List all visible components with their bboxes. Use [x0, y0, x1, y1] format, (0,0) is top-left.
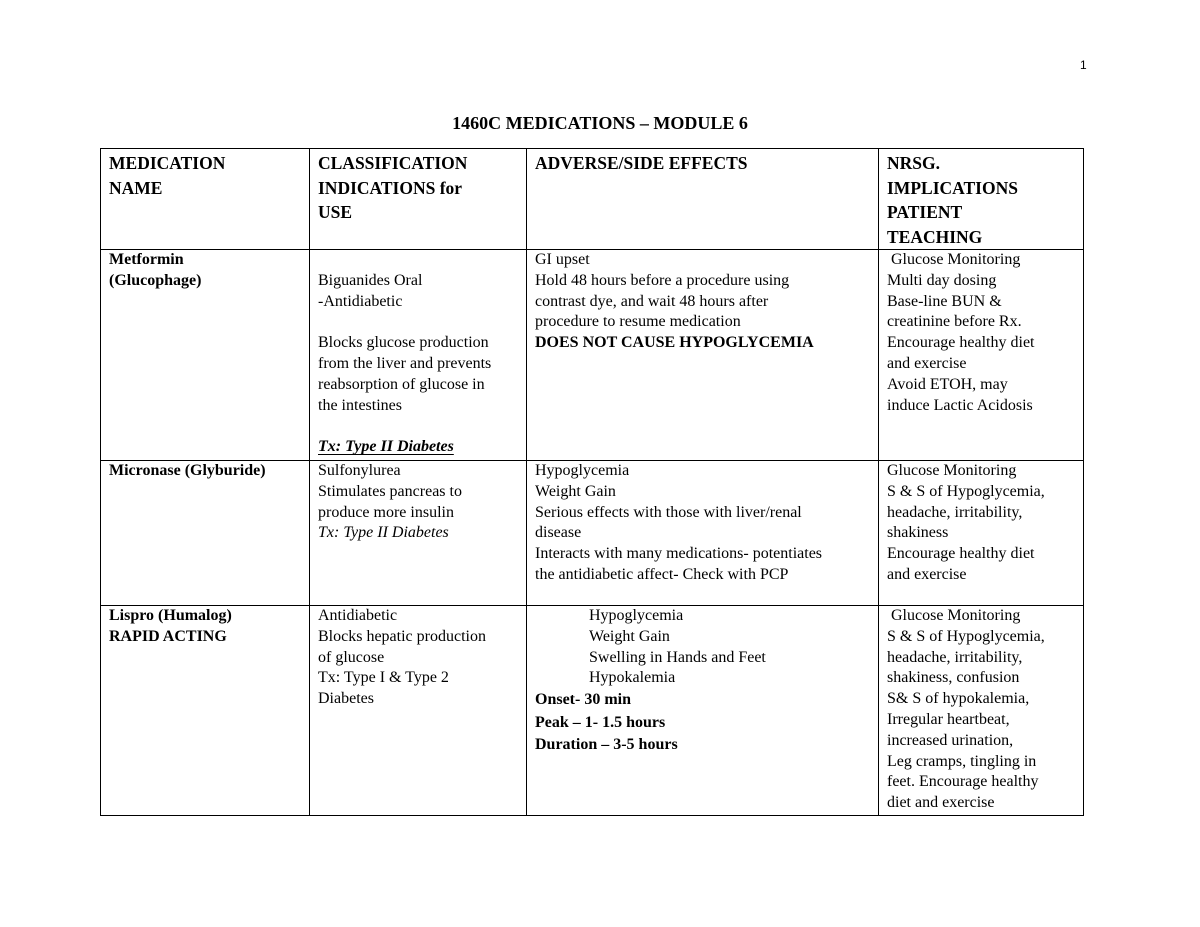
nursing-text: Glucose Monitoring [887, 251, 1021, 268]
classification-text: produce more insulin [318, 503, 454, 521]
classification-text: of glucose [318, 648, 385, 666]
header-text: USE [318, 202, 353, 222]
adverse-effects-cell [527, 606, 879, 816]
nursing-text: S& S of hypokalemia, [887, 690, 1030, 708]
nursing-implications-cell [879, 250, 1084, 461]
medication-name: (Glucophage) [109, 271, 202, 289]
adverse-emphasis: DOES NOT CAUSE HYPOGLYCEMIA [535, 334, 814, 352]
adverse-effect: Swelling in Hands and Feet [589, 648, 766, 666]
adverse-effect: contrast dye, and wait 48 hours after [535, 292, 769, 310]
nursing-text: headache, irritability, [887, 648, 1023, 666]
adverse-effect: Hypokalemia [589, 669, 676, 687]
header-medication-name [101, 149, 310, 250]
classification-cell [310, 461, 527, 606]
table-header-row [101, 149, 1084, 250]
adverse-effect: Serious effects with those with liver/renal [535, 503, 802, 521]
nursing-text: induce Lactic Acidosis [887, 396, 1033, 414]
medication-name: Metformin [109, 251, 184, 268]
nursing-text: and exercise [887, 354, 967, 372]
spacer [318, 416, 520, 437]
nursing-text: Leg cramps, tingling in [887, 752, 1037, 770]
adverse-effect: disease [535, 524, 582, 542]
spacer [318, 250, 520, 271]
classification-text: -Antidiabetic [318, 292, 403, 310]
page-number: 1 [1080, 58, 1087, 72]
adverse-effects-cell [527, 250, 879, 461]
treatment-text [318, 437, 520, 458]
classification-cell [310, 250, 527, 461]
nursing-text: Glucose Monitoring [887, 607, 1021, 624]
table-row [101, 461, 1084, 606]
medication-name-cell [101, 461, 310, 606]
document-title: 1460C MEDICATIONS – MODULE 6 [452, 113, 748, 133]
nursing-text: Irregular heartbeat, [887, 710, 1010, 728]
classification-text: Blocks hepatic production [318, 627, 486, 645]
table-row [101, 250, 1084, 461]
nursing-text: diet and exercise [887, 794, 995, 812]
classification-text: the intestines [318, 396, 402, 414]
nursing-text: headache, irritability, [887, 503, 1023, 521]
nursing-text: feet. Encourage healthy [887, 773, 1039, 791]
header-text: NRSG. [887, 153, 940, 173]
nursing-text: creatinine before Rx. [887, 313, 1022, 331]
header-classification [310, 149, 527, 250]
nursing-implications-cell [879, 461, 1084, 606]
adverse-effect: Hypoglycemia [589, 607, 684, 624]
classification-text: Biguanides Oral [318, 271, 423, 289]
header-text: CLASSIFICATION [318, 153, 468, 173]
classification-text: Sulfonylurea [318, 462, 401, 479]
adverse-effect: the antidiabetic affect- Check with PCP [535, 565, 789, 583]
classification-text: reabsorption of glucose in [318, 375, 485, 393]
nursing-text: Encourage healthy diet [887, 334, 1035, 352]
adverse-effect: Hypoglycemia [535, 462, 630, 479]
nursing-implications-cell [879, 606, 1084, 816]
adverse-effects-cell [527, 461, 879, 606]
nursing-text: shakiness [887, 524, 949, 542]
onset-text: Onset- 30 min [535, 691, 631, 709]
nursing-text: shakiness, confusion [887, 669, 1020, 687]
peak-text: Peak – 1- 1.5 hours [535, 713, 666, 731]
nursing-text: Avoid ETOH, may [887, 375, 1008, 393]
header-text: INDICATIONS for [318, 177, 463, 198]
nursing-text: S & S of Hypoglycemia, [887, 482, 1045, 500]
adverse-effect: GI upset [535, 251, 590, 268]
medication-name: Micronase (Glyburide) [109, 462, 266, 479]
classification-text: Blocks glucose production [318, 334, 489, 352]
nursing-text: S & S of Hypoglycemia, [887, 627, 1045, 645]
nursing-text: Multi day dosing [887, 271, 997, 289]
header-text: TEACHING [887, 226, 983, 247]
adverse-effect: Weight Gain [589, 627, 670, 645]
medication-name: Lispro (Humalog) [109, 607, 232, 624]
nursing-text: Glucose Monitoring [887, 462, 1017, 479]
classification-text: Antidiabetic [318, 607, 398, 624]
header-text: IMPLICATIONS [887, 177, 1018, 198]
classification-cell [310, 606, 527, 816]
header-text: ADVERSE/SIDE EFFECTS [535, 153, 748, 173]
table-row [101, 606, 1084, 816]
adverse-effect: Weight Gain [535, 482, 616, 500]
classification-text: from the liver and prevents [318, 354, 492, 372]
classification-text: Stimulates pancreas to [318, 482, 462, 500]
classification-text: Tx: Type I & Type 2 [318, 669, 449, 687]
nursing-text: Base-line BUN & [887, 292, 1002, 310]
header-text: PATIENT [887, 202, 963, 222]
treatment-text: Tx: Type II Diabetes [318, 524, 449, 542]
classification-text: Diabetes [318, 690, 374, 708]
spacer [318, 312, 520, 333]
adverse-effect: Hold 48 hours before a procedure using [535, 271, 790, 289]
header-adverse-effects [527, 149, 879, 250]
nursing-text: and exercise [887, 565, 967, 583]
duration-text: Duration – 3-5 hours [535, 736, 678, 754]
adverse-effect: Interacts with many medications- potentiates [535, 545, 823, 563]
medications-table [100, 148, 1084, 816]
medication-name-cell [101, 606, 310, 816]
medication-name-cell [101, 250, 310, 461]
treatment-text-underlined: Tx: Type II Diabetes [318, 438, 454, 456]
adverse-effect: procedure to resume medication [535, 313, 741, 331]
nursing-text: Encourage healthy diet [887, 545, 1035, 563]
medication-name: RAPID ACTING [109, 627, 227, 645]
nursing-text: increased urination, [887, 731, 1014, 749]
header-text: MEDICATION [109, 153, 226, 173]
header-nursing-implications [879, 149, 1084, 250]
header-text: NAME [109, 177, 163, 198]
